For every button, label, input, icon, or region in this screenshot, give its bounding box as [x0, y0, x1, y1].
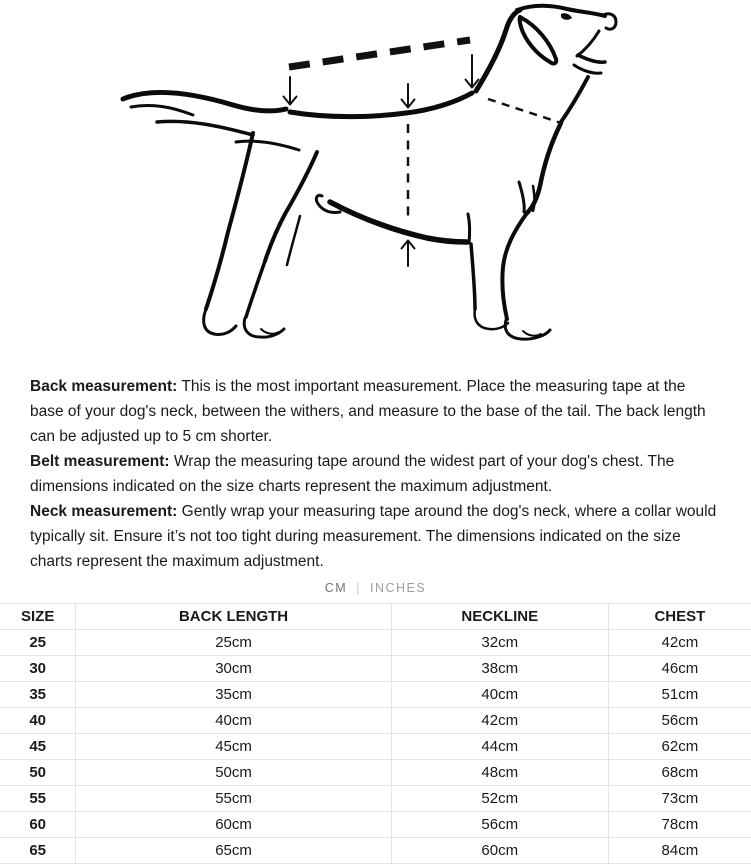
measurement-instructions: [30, 374, 723, 574]
value-cell: 60cm: [76, 812, 391, 838]
unit-toggle: [0, 579, 751, 598]
unit-option-inches[interactable]: INCHES: [369, 581, 427, 595]
size-cell: 60: [0, 812, 76, 838]
table-row: [0, 812, 751, 838]
value-cell: 65cm: [76, 838, 391, 864]
value-cell: 52cm: [391, 786, 608, 812]
value-cell: 42cm: [608, 630, 751, 656]
value-cell: 84cm: [608, 838, 751, 864]
col-header-neckline: NECKLINE: [391, 604, 608, 630]
col-header-back-length: BACK LENGTH: [76, 604, 391, 630]
ear: [520, 17, 557, 63]
value-cell: 30cm: [76, 656, 391, 682]
table-row: [0, 682, 751, 708]
table-row: [0, 760, 751, 786]
value-cell: 73cm: [608, 786, 751, 812]
value-cell: 32cm: [391, 630, 608, 656]
table-row: [0, 656, 751, 682]
col-header-chest: CHEST: [608, 604, 751, 630]
table-row: [0, 708, 751, 734]
table-row: [0, 786, 751, 812]
value-cell: 40cm: [76, 708, 391, 734]
size-cell: 45: [0, 734, 76, 760]
table-row: [0, 838, 751, 864]
back-measurement-paragraph: [30, 374, 723, 449]
neck-measurement-label: Neck measurement:: [30, 503, 178, 520]
back-length-dashed-line: [289, 40, 470, 67]
size-chart-body: [0, 630, 751, 864]
neck-measurement-paragraph: [30, 499, 723, 574]
size-cell: 50: [0, 760, 76, 786]
value-cell: 42cm: [391, 708, 608, 734]
value-cell: 56cm: [608, 708, 751, 734]
size-cell: 30: [0, 656, 76, 682]
back-measurement-text: This is the most important measurement. Place the measuring tape at the base of your dog's neck, between the withers, and measure to the base of the tail. The back length can be adjusted up to 5 cm shorter.: [30, 378, 706, 445]
value-cell: 78cm: [608, 812, 751, 838]
value-cell: 56cm: [391, 812, 608, 838]
neck-measurement-text: Gently wrap your measuring tape around the dog's neck, where a collar would typically sit. Ensure it’s not too tight during measurement. The dimensions indicated on the size charts represent the maximum adjustment.: [30, 503, 717, 570]
size-cell: 65: [0, 838, 76, 864]
down-arrow-icon: [402, 84, 415, 108]
value-cell: 48cm: [391, 760, 608, 786]
value-cell: 51cm: [608, 682, 751, 708]
belt-measurement-label: Belt measurement:: [30, 453, 170, 470]
dog-measurement-figure: [0, 0, 751, 368]
eye: [561, 13, 572, 20]
table-row: [0, 734, 751, 760]
back-measurement-label: Back measurement:: [30, 378, 178, 395]
unit-option-cm[interactable]: CM: [324, 581, 348, 595]
value-cell: 44cm: [391, 734, 608, 760]
unit-toggle-divider: |: [356, 581, 361, 595]
down-arrow-icon: [284, 77, 297, 105]
value-cell: 62cm: [608, 734, 751, 760]
value-cell: 38cm: [391, 656, 608, 682]
size-cell: 55: [0, 786, 76, 812]
value-cell: 68cm: [608, 760, 751, 786]
size-cell: 25: [0, 630, 76, 656]
value-cell: 55cm: [76, 786, 391, 812]
col-header-size: SIZE: [0, 604, 76, 630]
dog-measurement-diagram: [0, 0, 751, 368]
value-cell: 45cm: [76, 734, 391, 760]
neck-girth-dashed-line: [488, 99, 561, 123]
size-chart-table: [0, 603, 751, 864]
size-cell: 40: [0, 708, 76, 734]
up-arrow-icon: [402, 241, 415, 267]
table-row: [0, 630, 751, 656]
measurement-annotations: [284, 40, 562, 266]
table-header-row: [0, 604, 751, 630]
belt-measurement-paragraph: [30, 449, 723, 499]
value-cell: 60cm: [391, 838, 608, 864]
value-cell: 50cm: [76, 760, 391, 786]
down-arrow-icon: [466, 55, 479, 88]
value-cell: 40cm: [391, 682, 608, 708]
value-cell: 25cm: [76, 630, 391, 656]
belt-measurement-text: Wrap the measuring tape around the widest part of your dog's chest. The dimensions indicated on the size charts represent the maximum adjustment.: [30, 453, 675, 495]
value-cell: 46cm: [608, 656, 751, 682]
size-cell: 35: [0, 682, 76, 708]
value-cell: 35cm: [76, 682, 391, 708]
